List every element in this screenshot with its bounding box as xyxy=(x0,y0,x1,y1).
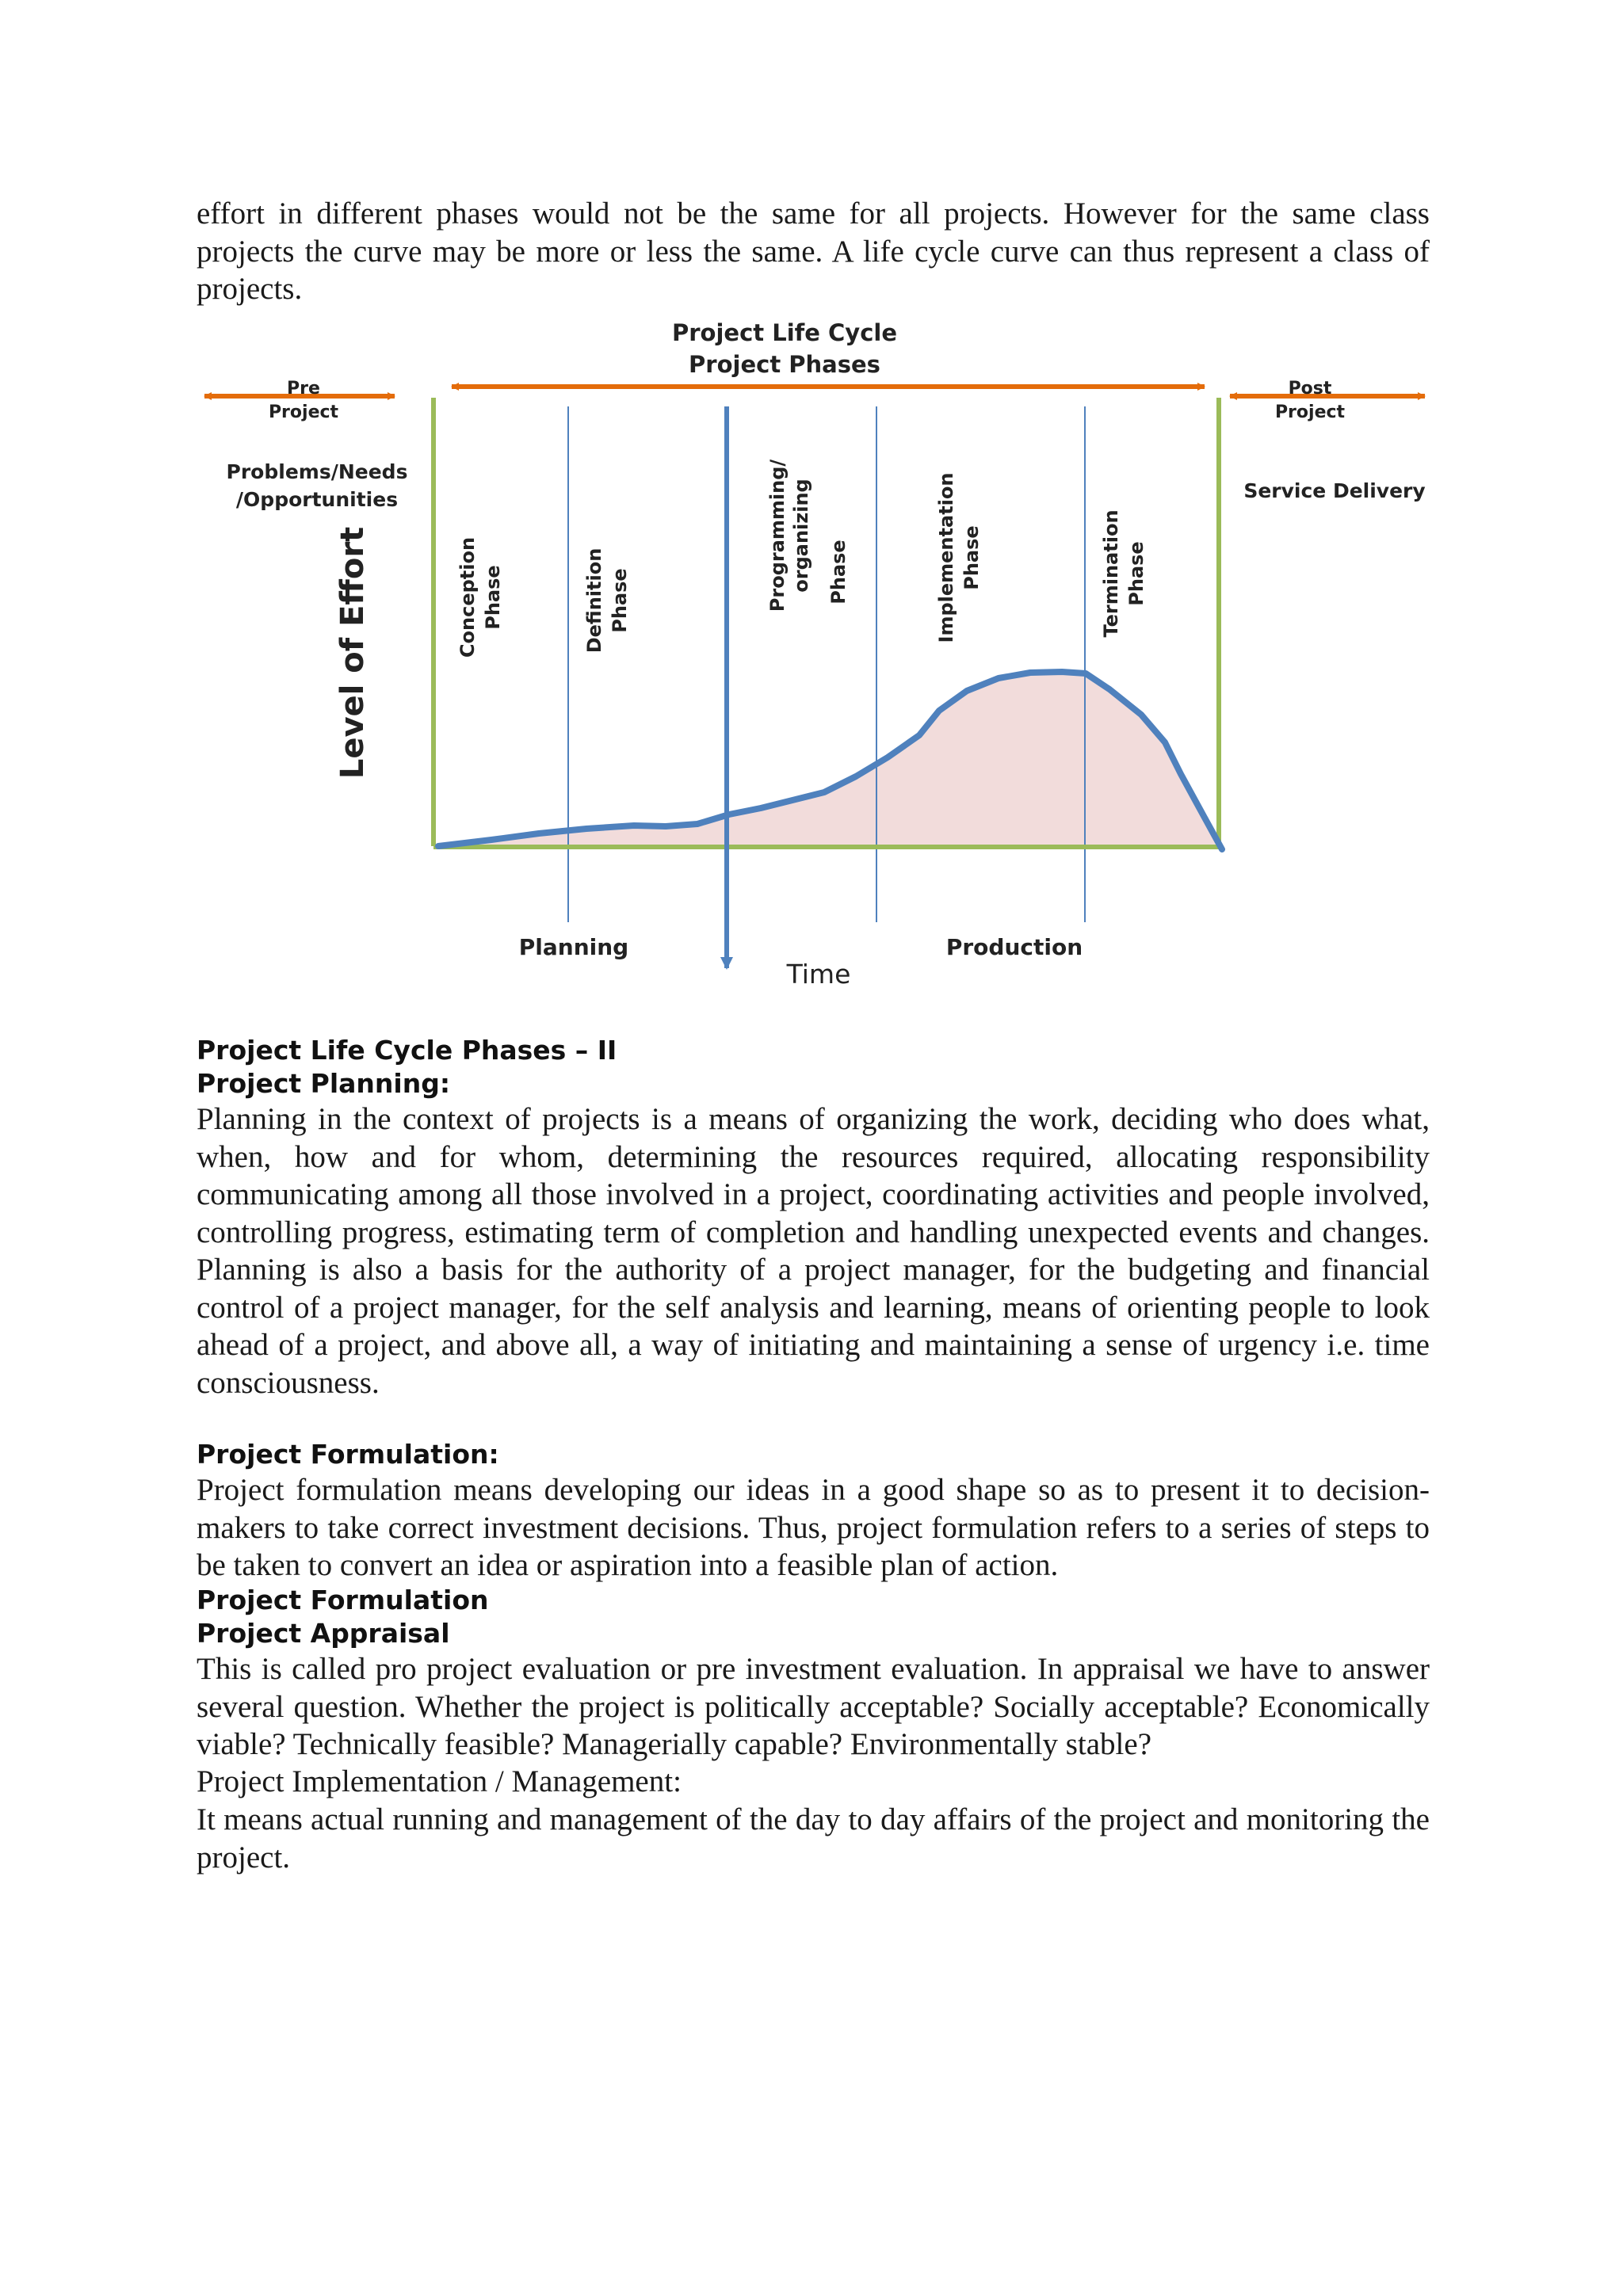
phase-programming-line3: Phase xyxy=(827,540,850,605)
figure-title-line1: Project Life Cycle xyxy=(671,319,898,346)
phase-conception-line2: Phase xyxy=(482,565,504,630)
phase-definition-line2: Phase xyxy=(609,568,631,633)
post-label: Post xyxy=(1288,379,1332,399)
service-delivery-label: Service Delivery xyxy=(1243,479,1426,502)
phase-conception-line1: Conception xyxy=(456,536,479,658)
time-label: Time xyxy=(786,959,851,990)
planning-paragraph: Planning in the context of projects is a means of organizing the work, deciding who does what, when, how and for whom, determining the resources required, allocating responsibility communicating among all those involved in a project, coordinating activities and people involved, controlling progress, estimating term of completion and handling unexpected events and changes. Planning is also a basis for the authority of a project manager, for the budgeting and financial control of a project manager, for the self analysis and learning, means of orienting people to look ahead of a project, and above all, a way of initiating and maintaining a sense of urgency i.e. time consciousness. xyxy=(197,1102,1430,1400)
intro-paragraph: effort in different phases would not be the same for all projects. However for the same class projects the curve may be more or less the same. A life cycle curve can thus represent a class of projects. xyxy=(197,196,1430,306)
phase-termination-line2: Phase xyxy=(1125,541,1148,606)
problems-needs-label: Problems/Needs xyxy=(226,460,408,483)
section-heading-formulation-2: Project Formulation xyxy=(197,1585,489,1615)
figure-title-line2: Project Phases xyxy=(689,351,880,378)
phase-implementation-line2: Phase xyxy=(960,525,983,590)
section-heading-formulation: Project Formulation: xyxy=(197,1439,499,1470)
opportunities-label: /Opportunities xyxy=(235,488,399,511)
phase-termination-line1: Termination xyxy=(1100,509,1122,638)
section-heading-phases: Project Life Cycle Phases – II xyxy=(197,1035,617,1066)
pre-project-label: Project xyxy=(268,402,339,422)
phase-definition-line1: Definition xyxy=(583,547,605,654)
post-project-label: Project xyxy=(1274,402,1346,422)
appraisal-paragraph: This is called pro project evaluation or pre investment evaluation. In appraisal we have to answer several question. Whether the project is politically acceptable? Socially acceptable? Economically viable? Technically feasible? Managerially capable? Environmentally stable? xyxy=(197,1652,1430,1761)
implementation-paragraph: It means actual running and management of the day to day affairs of the project and monitoring the project. xyxy=(197,1802,1430,1875)
phase-programming-line1: Programming/ xyxy=(766,459,789,612)
production-label: Production xyxy=(945,934,1083,960)
phase-implementation-line1: Implementation xyxy=(935,472,957,643)
implementation-heading-line: Project Implementation / Management: xyxy=(197,1764,682,1798)
phase-labels xyxy=(456,460,1148,658)
planning-label: Planning xyxy=(518,934,629,960)
formulation-paragraph: Project formulation means developing our ideas in a good shape so as to present it to decision-makers to take correct investment decisions. Thus, project formulation refers to a series of steps to be taken to convert an idea or aspiration into a feasible plan of action. xyxy=(197,1473,1430,1582)
project-life-cycle-diagram xyxy=(190,311,1442,1008)
effort-area xyxy=(438,672,1222,849)
section-heading-planning: Project Planning: xyxy=(197,1068,451,1099)
phase-programming-line2: organizing xyxy=(790,479,812,593)
pre-label: Pre xyxy=(287,379,320,399)
section-heading-appraisal: Project Appraisal xyxy=(197,1618,450,1649)
y-axis-label: Level of Effort xyxy=(334,526,371,780)
